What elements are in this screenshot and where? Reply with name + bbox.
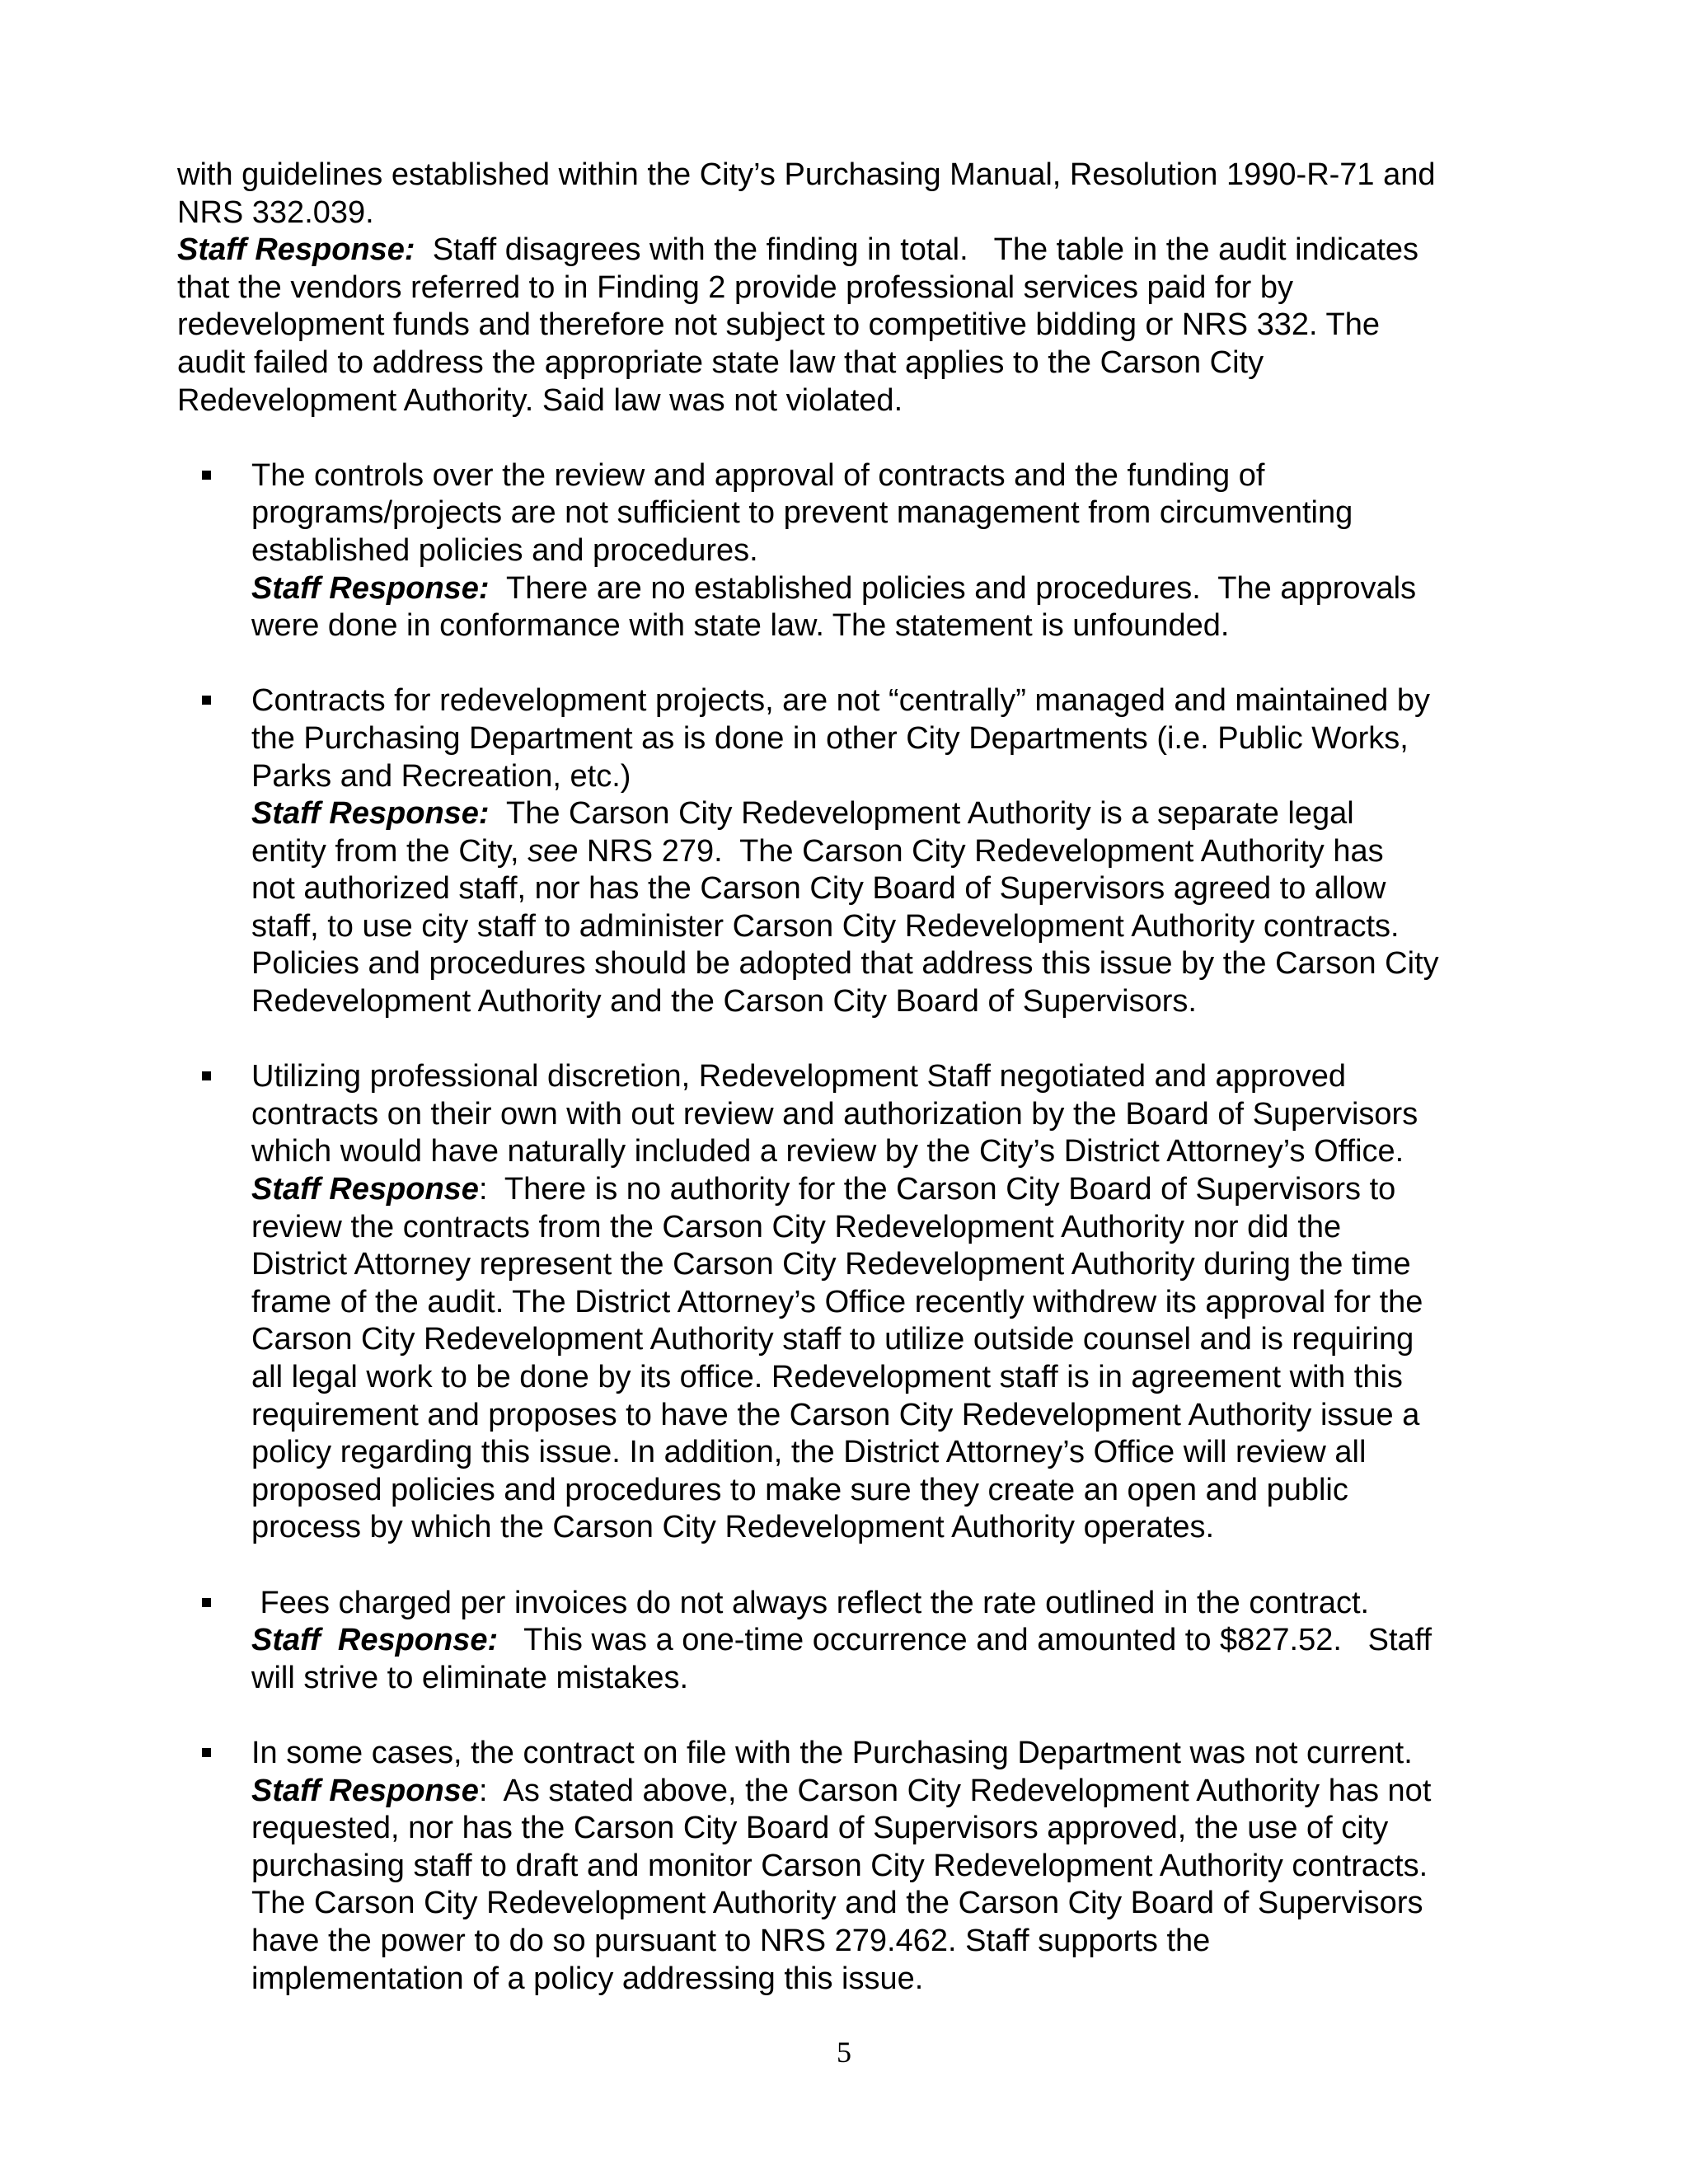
intro-response-line <box>177 232 1529 269</box>
findings-list <box>177 457 1529 1998</box>
staff-response-text: : As stated above, the Carson City Redevelopment Authority has not <box>478 1773 1432 1808</box>
response-line: requirement and proposes to have the Carson City Redevelopment Authority issue a <box>251 1397 1420 1432</box>
response-line <box>251 1622 1529 1660</box>
finding-item-3 <box>177 1058 1529 1547</box>
response-text: entity from the City, <box>251 833 528 869</box>
response-line: District Attorney represent the Carson City Redevelopment Authority during the time <box>251 1247 1411 1282</box>
response-line: all legal work to be done by its office. Redevelopment staff is in agreement with this <box>251 1360 1403 1394</box>
response-line: purchasing staff to draft and monitor Carson City Redevelopment Authority contracts. <box>251 1848 1428 1883</box>
finding-line: Utilizing professional discretion, Redevelopment Staff negotiated and approved <box>251 1059 1347 1094</box>
response-line: Redevelopment Authority and the Carson City Board of Supervisors. <box>251 984 1197 1019</box>
finding-line: In some cases, the contract on file with the Purchasing Department was not current. <box>251 1735 1413 1770</box>
staff-response-label: Staff Response <box>251 1773 479 1808</box>
response-line <box>251 570 1529 608</box>
staff-response-text: The Carson City Redevelopment Authority is a separate legal <box>489 796 1354 832</box>
staff-response-label: Staff Response: <box>251 1623 499 1658</box>
response-line <box>251 1773 1529 1811</box>
finding-line: which would have naturally included a review by the City’s District Attorney’s Office. <box>251 1134 1404 1169</box>
staff-response-label: Staff Response: <box>251 796 490 832</box>
intro-paragraph <box>177 157 1529 419</box>
response-line: were done in conformance with state law. The statement is unfounded. <box>251 608 1230 644</box>
staff-response-text: : There is no authority for the Carson City Board of Supervisors to <box>478 1172 1396 1207</box>
response-line: will strive to eliminate mistakes. <box>251 1660 689 1695</box>
staff-response-label: Staff Response <box>251 1172 479 1207</box>
response-line <box>251 833 1529 871</box>
staff-response-text: Staff disagrees with the finding in total. The table in the audit indicates <box>415 232 1419 268</box>
intro-response-line: that the vendors referred to in Finding 2 provide professional services paid for by <box>177 269 1293 305</box>
response-line: policy regarding this issue. In addition, the District Attorney’s Office will review all <box>251 1435 1367 1470</box>
bullet-square-icon <box>202 1071 211 1080</box>
intro-line: NRS 332.039. <box>177 194 374 230</box>
response-line: staff, to use city staff to administer Carson City Redevelopment Authority contracts. <box>251 908 1400 944</box>
finding-line: the Purchasing Department as is done in other City Departments (i.e. Public Works, <box>251 720 1409 756</box>
finding-line: Parks and Recreation, etc.) <box>251 758 631 794</box>
response-line: not authorized staff, nor has the Carson City Board of Supervisors agreed to allow <box>251 871 1386 907</box>
document-page <box>177 157 1529 1998</box>
response-line: requested, nor has the Carson City Board of Supervisors approved, the use of city <box>251 1811 1389 1846</box>
finding-line: Contracts for redevelopment projects, are not “centrally” managed and maintained by <box>251 683 1430 719</box>
bullet-square-icon <box>202 1748 211 1757</box>
intro-response-line: audit failed to address the appropriate state law that applies to the Carson City <box>177 344 1264 380</box>
finding-line: programs/projects are not sufficient to prevent management from circumventing <box>251 495 1353 531</box>
finding-item-1 <box>177 457 1529 645</box>
intro-response-line: redevelopment funds and therefore not subject to competitive bidding or NRS 332. The <box>177 307 1380 343</box>
staff-response-text: This was a one-time occurrence and amounted to $827.52. Staff <box>498 1623 1432 1658</box>
finding-line: Fees charged per invoices do not always reflect the rate outlined in the contract. <box>251 1585 1370 1620</box>
finding-line: contracts on their own with out review and authorization by the Board of Supervisors <box>251 1096 1418 1132</box>
response-line: Carson City Redevelopment Authority staff to utilize outside counsel and is requiring <box>251 1322 1414 1357</box>
response-line <box>251 795 1529 833</box>
response-line: frame of the audit. The District Attorney’s Office recently withdrew its approval for the <box>251 1284 1423 1319</box>
staff-response-text: There are no established policies and procedures. The approvals <box>489 570 1417 606</box>
staff-response-label: Staff Response: <box>251 570 490 606</box>
intro-line: with guidelines established within the City’s Purchasing Manual, Resolution 1990-R-71 and <box>177 157 1436 192</box>
response-line: implementation of a policy addressing this issue. <box>251 1961 924 1996</box>
bullet-square-icon <box>202 696 211 705</box>
finding-item-4 <box>177 1585 1529 1698</box>
response-line <box>251 1171 1529 1209</box>
finding-item-2 <box>177 682 1529 1020</box>
finding-item-5 <box>177 1735 1529 1998</box>
response-line: Policies and procedures should be adopted that address this issue by the Carson City <box>251 946 1439 982</box>
bullet-square-icon <box>202 471 211 480</box>
bullet-square-icon <box>202 1598 211 1607</box>
response-line: The Carson City Redevelopment Authority and the Carson City Board of Supervisors <box>251 1886 1423 1921</box>
response-line: process by which the Carson City Redevelopment Authority operates. <box>251 1510 1215 1545</box>
intro-response-line: Redevelopment Authority. Said law was not violated. <box>177 382 903 418</box>
page-number: 5 <box>837 2036 851 2069</box>
finding-line: The controls over the review and approval of contracts and the funding of <box>251 457 1265 493</box>
response-line: proposed policies and procedures to make sure they create an open and public <box>251 1472 1348 1507</box>
response-text: NRS 279. The Carson City Redevelopment Authority has <box>578 833 1384 869</box>
response-line: review the contracts from the Carson City Redevelopment Authority nor did the <box>251 1209 1342 1244</box>
response-line: have the power to do so pursuant to NRS 279.462. Staff supports the <box>251 1923 1211 1958</box>
finding-line: established policies and procedures. <box>251 532 758 568</box>
see-emphasis: see <box>528 833 579 869</box>
staff-response-label: Staff Response: <box>177 232 415 268</box>
